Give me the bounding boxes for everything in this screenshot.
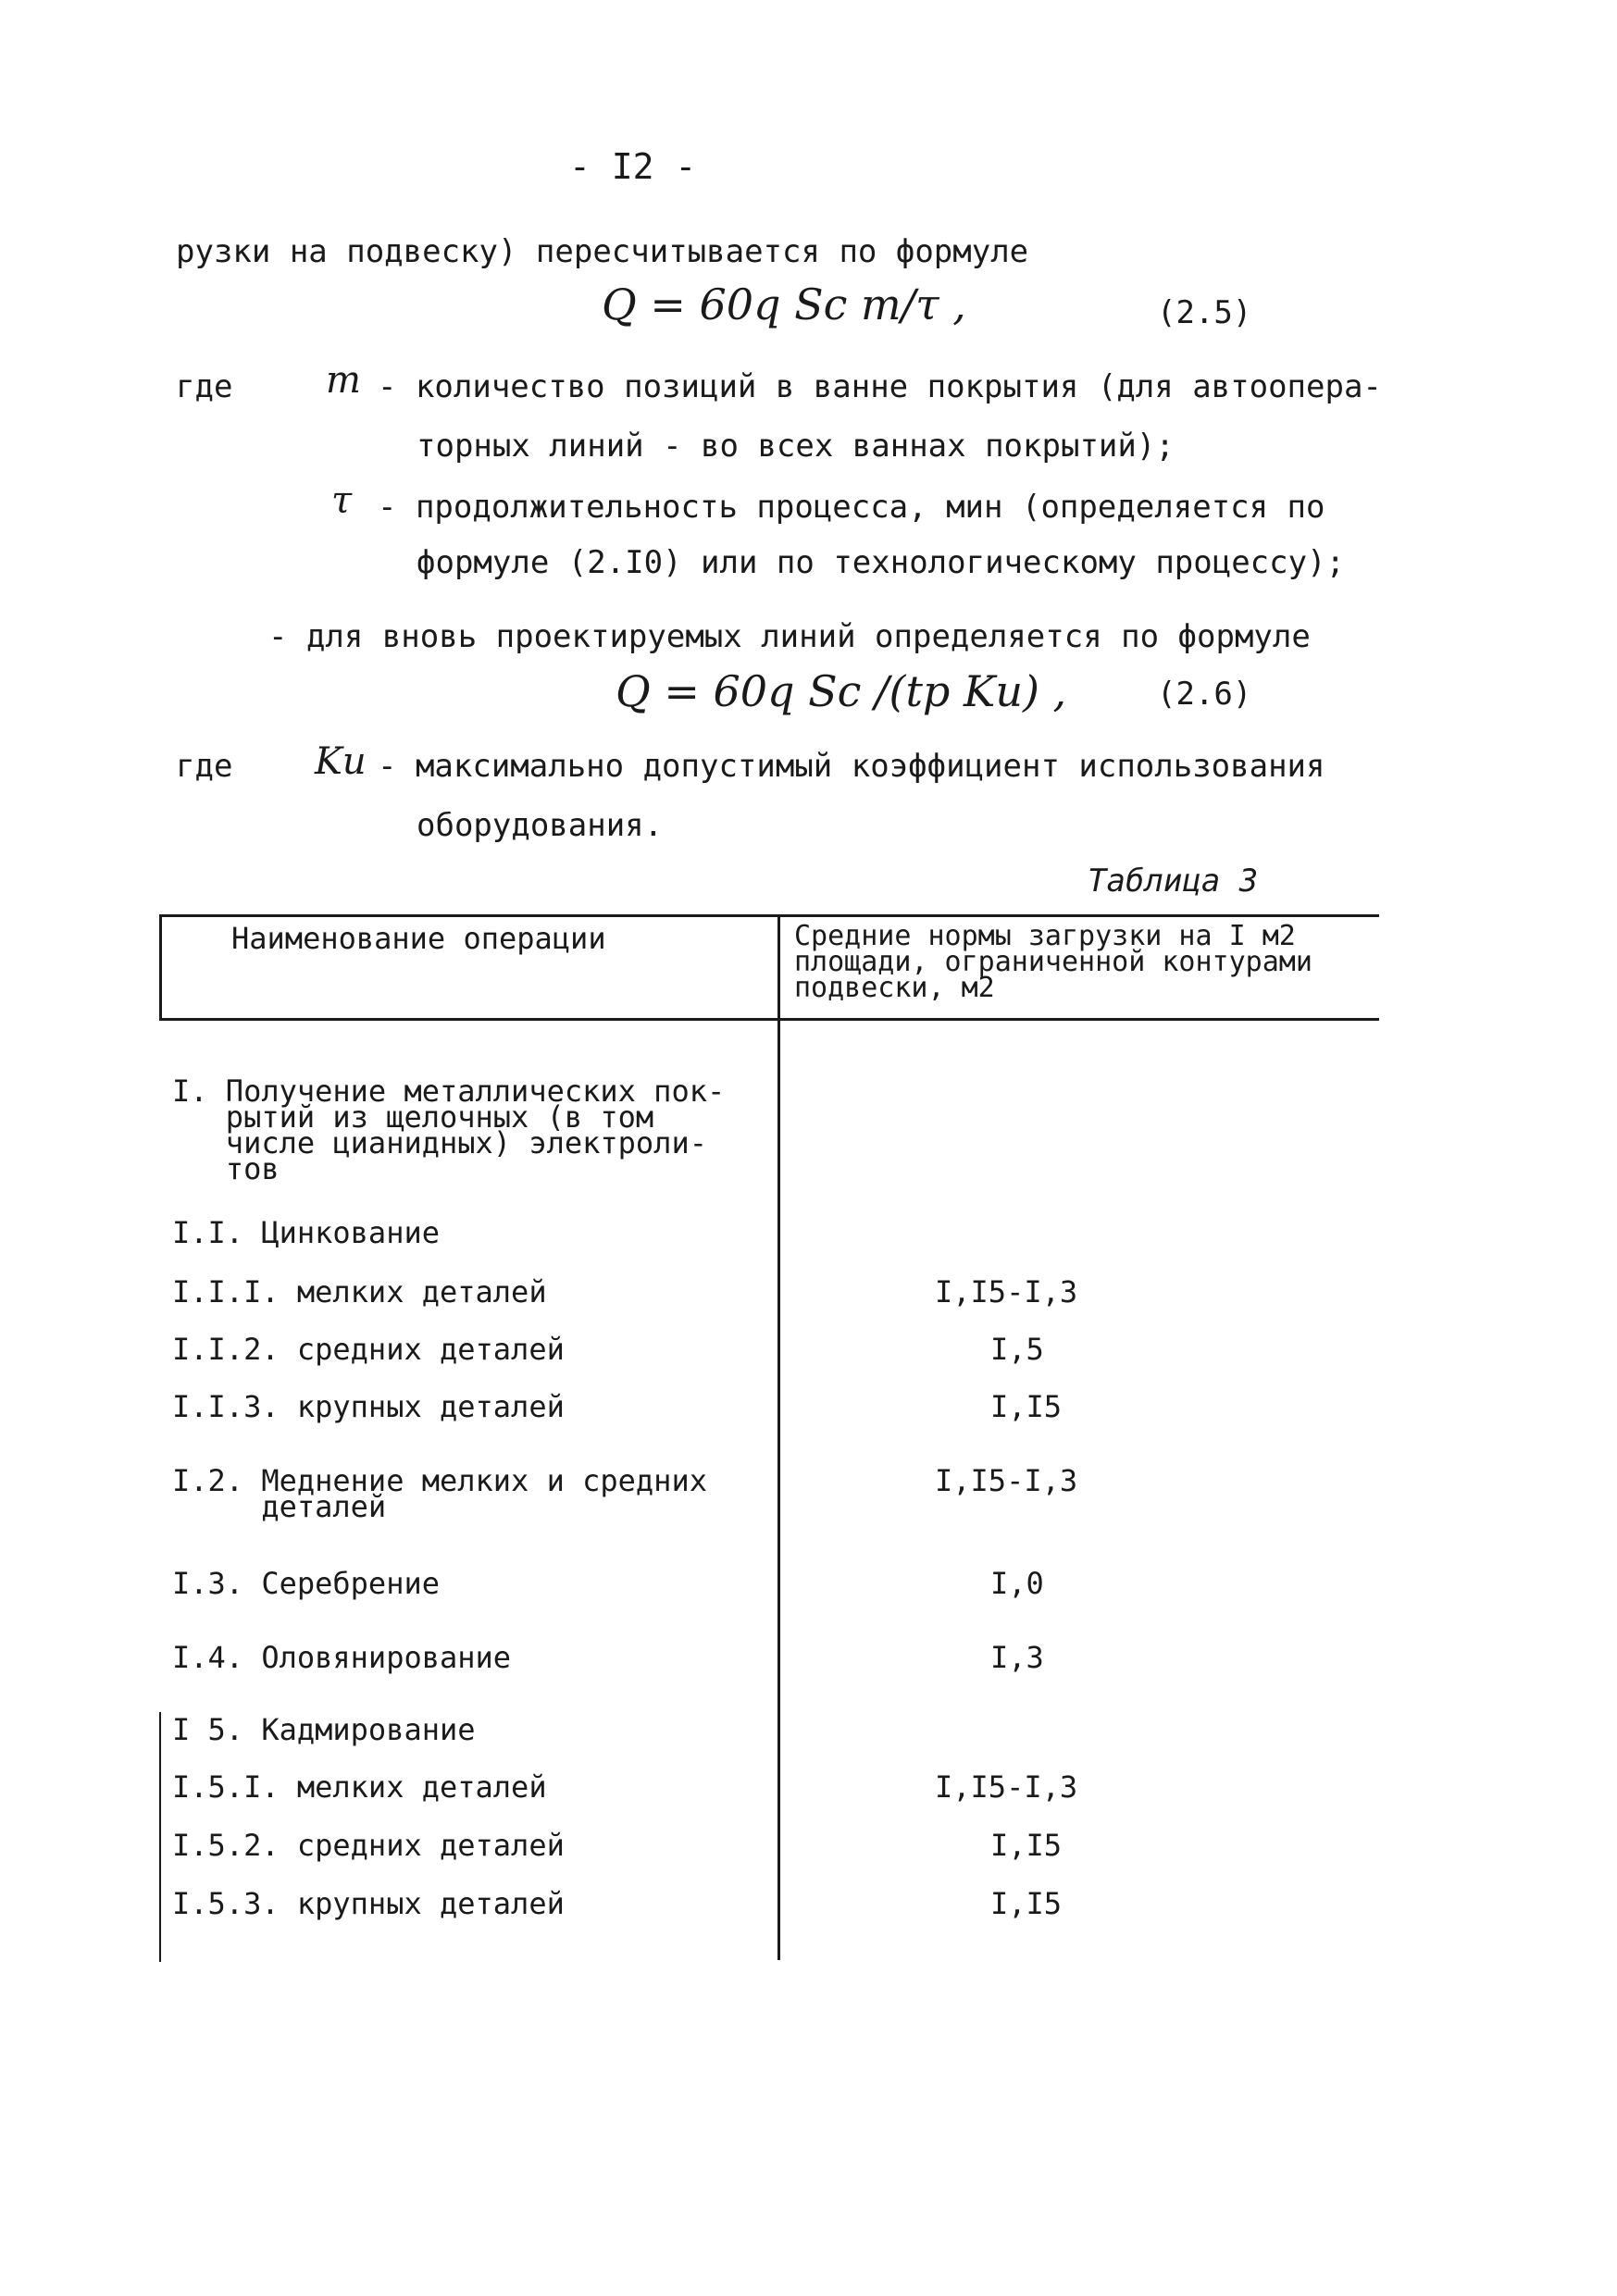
- table-left-rule: [159, 914, 162, 1021]
- table-row-label: I.I. Цинкование: [172, 1215, 440, 1250]
- table-row-label: I.5.I. мелких деталей: [172, 1769, 547, 1805]
- table-row-label: I.4. Оловянирование: [172, 1640, 512, 1675]
- table-row-value: I,0: [990, 1566, 1044, 1601]
- new-lines-text: - для вновь проектируемых линий определяется по формуле: [268, 618, 1311, 655]
- table-row-value: I,5: [990, 1332, 1044, 1367]
- table-caption: Таблица 3: [1088, 863, 1259, 900]
- table-row-label: I.5.2. средних деталей: [172, 1828, 565, 1863]
- formula-2-6-number: (2.6): [1157, 676, 1252, 713]
- table-column-rule: [777, 914, 780, 1960]
- table-row-label: I.I.2. средних деталей: [172, 1332, 565, 1367]
- table-row-label: I.I.I. мелких деталей: [172, 1274, 547, 1309]
- table-row-label: I.2. Меднение мелких и средних деталей: [172, 1463, 707, 1524]
- table-row-value: I,I5-I,3: [935, 1463, 1078, 1498]
- symbol-k: Kи: [315, 740, 367, 783]
- definition-m-line2: торных линий - во всех ваннах покрытий);: [417, 428, 1175, 465]
- table-row-value: I,I5: [990, 1389, 1063, 1424]
- table-row-label: I 5. Кадмирование: [172, 1712, 476, 1747]
- where-label-2: где: [176, 748, 233, 785]
- definition-tau-line1: - продолжительность процесса, мин (определяется по: [378, 489, 1325, 526]
- table-header-operation: Наименование операции: [231, 921, 606, 956]
- table-row-label: I.5.3. крупных деталей: [172, 1886, 565, 1921]
- table-row-label: I.I.3. крупных деталей: [172, 1389, 565, 1424]
- table-header-rule: [159, 1018, 1379, 1021]
- symbol-tau: τ: [331, 479, 353, 522]
- table-row-value: I,I5-I,3: [935, 1769, 1078, 1805]
- table-row-value: I,I5-I,3: [935, 1274, 1078, 1309]
- definition-k-line1: - максимально допустимый коэффициент использования: [378, 748, 1325, 785]
- definition-tau-line2: формуле (2.I0) или по технологическому процессу);: [417, 544, 1346, 581]
- definition-m-line1: - количество позиций в ванне покрытия (для автоопера-: [378, 368, 1382, 405]
- page-number: - I2 -: [569, 146, 697, 187]
- table-header-norms: Средние нормы загрузки на I м2 площади, ограниченной контурами подвески, м2: [794, 920, 1312, 1004]
- table-left-fragment-rule: [159, 1712, 161, 1962]
- intro-text: рузки на подвеску) пересчитывается по формуле: [176, 233, 1029, 270]
- table-row-label: I. Получение металлических пок- рытий из щелочных (в том числе цианидных) электроли- тов: [172, 1074, 726, 1186]
- table-row-value: I,I5: [990, 1886, 1063, 1921]
- where-label: где: [176, 368, 233, 405]
- table-row-value: I,3: [990, 1640, 1044, 1675]
- definition-k-line2: оборудования.: [417, 807, 664, 844]
- formula-2-6: Q = 60q Sc /(tр Kи) ,: [616, 666, 1067, 716]
- formula-2-5-number: (2.5): [1157, 294, 1252, 331]
- symbol-m: m: [326, 359, 361, 402]
- formula-2-5: Q = 60q Sc m/τ ,: [602, 279, 966, 329]
- table-row-label: I.3. Серебрение: [172, 1566, 440, 1601]
- table-top-rule: [159, 914, 1379, 917]
- table-row-value: I,I5: [990, 1828, 1063, 1863]
